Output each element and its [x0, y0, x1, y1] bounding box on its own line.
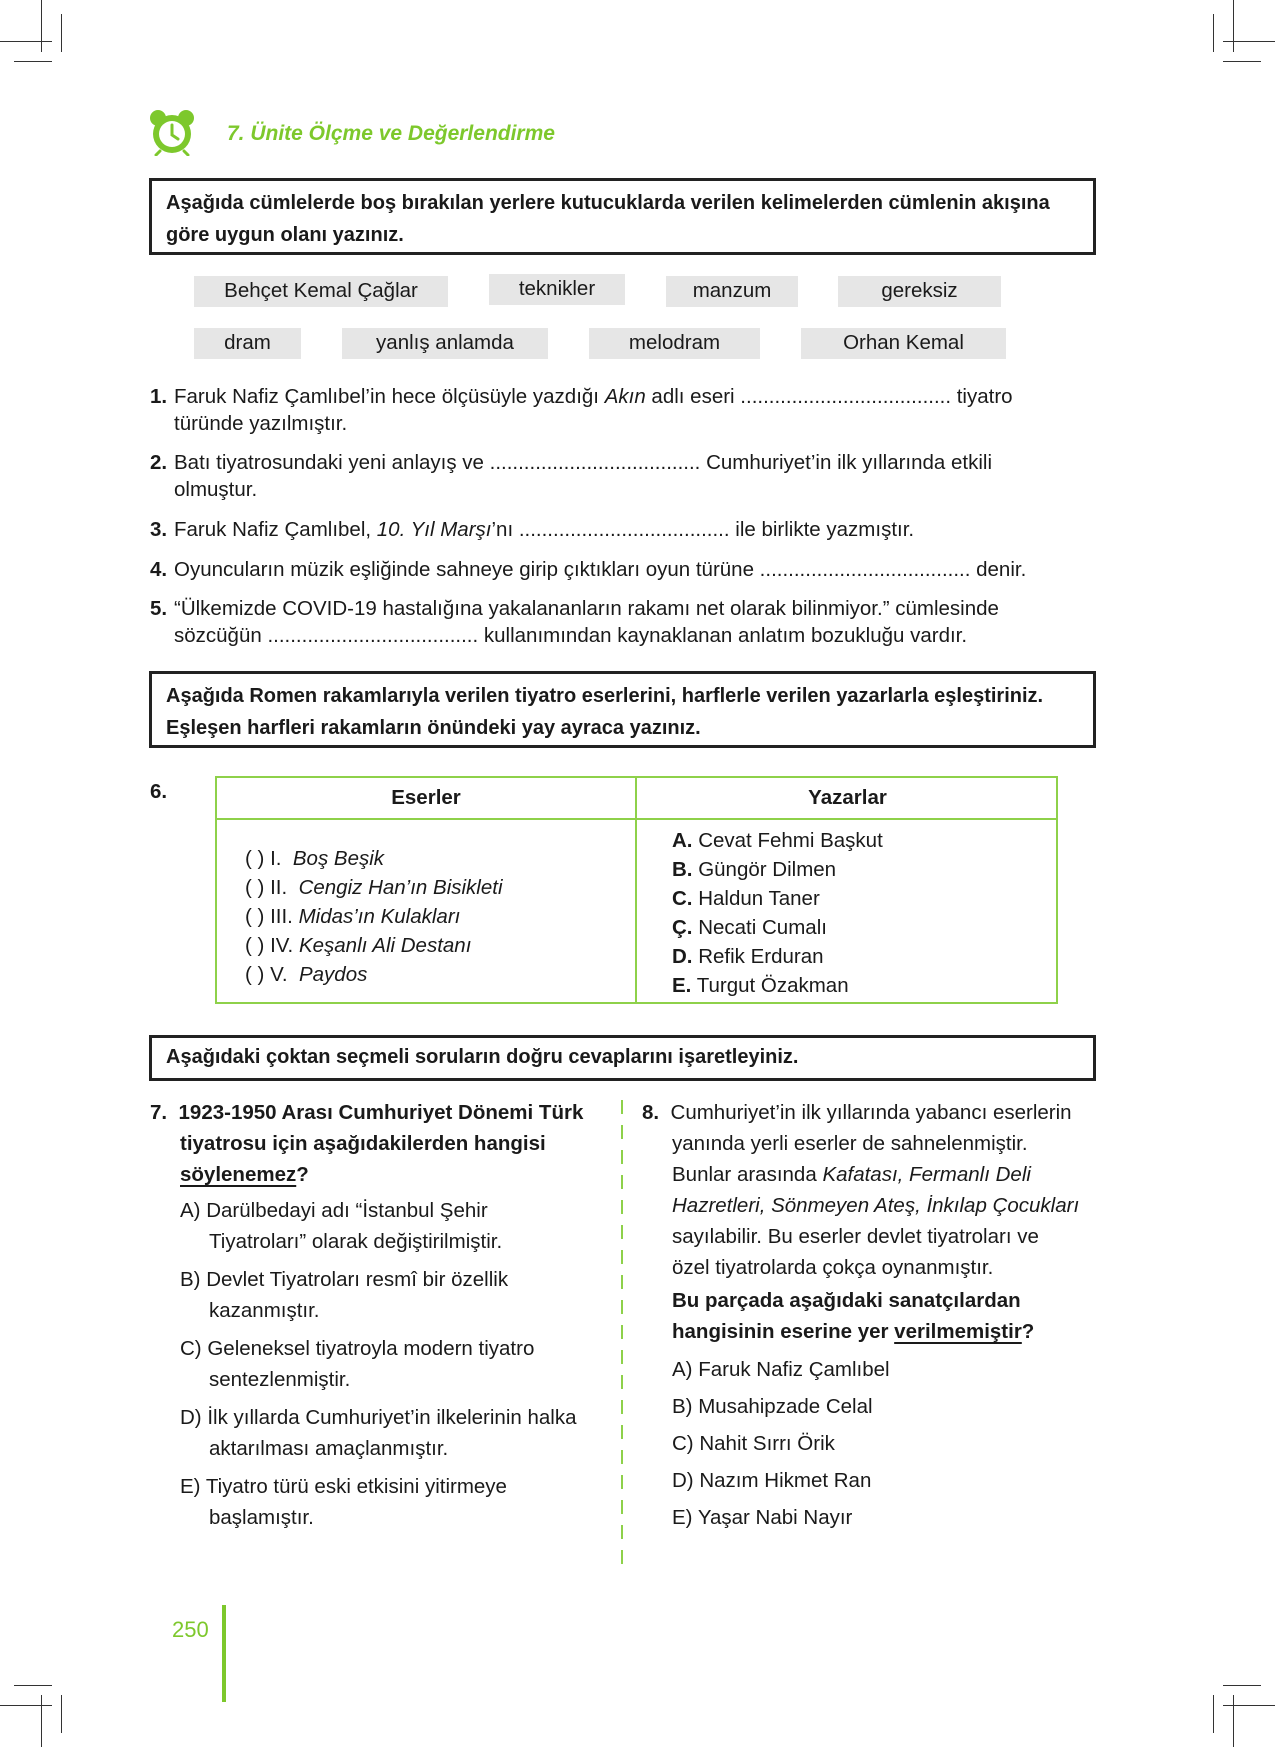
work-item: ( ) II. Cengiz Han’ın Bisikleti	[245, 876, 503, 899]
question-8: 8. Cumhuriyet’in ilk yıllarında yabancı eserlerin yanında yerli eserler de sahnelenmiştir. Bunlar arasında Kafatası, Fermanlı Deli Hazretleri, Sönmeyen Ateş, İnkılap Çocukları sayılabilir. Bu eserler devlet tiyatroları ve özel tiyatrolarda çokça oynanmıştır. Bu parçada aşağıdaki sanatçılardan hangisinin eserine yer verilmemiştir? A) Faruk Nafiz Çamlıbel B) Musahipzade Celal C) Nahit Sırrı Örik D) Nazım Hikmet Ran E) Yaşar Nabi Nayır	[642, 1097, 1102, 1533]
instruction-box-fill-blanks: Aşağıda cümlelerde boş bırakılan yerlere kutucuklarda verilen kelimelerden cümlenin akışına göre uygun olanı yazınız.	[149, 178, 1096, 255]
crop-mark	[1233, 0, 1234, 52]
separator-dash	[621, 1375, 623, 1389]
crop-mark	[1233, 1695, 1234, 1747]
alarm-clock-icon	[148, 108, 196, 156]
passage-text: özel tiyatrolarda çokça oynanmıştır.	[672, 1256, 994, 1279]
crop-mark	[1223, 41, 1275, 42]
separator-dash	[621, 1525, 623, 1539]
answer-paren[interactable]: ( )	[245, 847, 265, 870]
question-text: Faruk Nafiz Çamlıbel’in hece ölçüsüyle yazdığı	[174, 385, 605, 408]
answer-paren[interactable]: ( )	[245, 876, 265, 899]
page-number: 250	[172, 1617, 209, 1642]
separator-dash	[621, 1325, 623, 1339]
answer-paren[interactable]: ( )	[245, 963, 265, 986]
question-stem: hangisinin eserine yer	[672, 1320, 895, 1343]
work-title: Akın	[604, 385, 646, 408]
option-a[interactable]: A) Darülbedayi adı “İstanbul Şehir Tiyatroları” olarak değiştirilmiştir.	[180, 1199, 503, 1253]
authors-list	[672, 826, 883, 1000]
work-titles: Hazretleri, Sönmeyen Ateş, İnkılap Çocukları	[672, 1194, 1080, 1217]
passage-text: Bunlar arasında	[672, 1163, 823, 1186]
crop-mark	[1213, 14, 1214, 52]
question-text: ’nı ..................................... ile birlikte yazmıştır.	[491, 518, 915, 541]
crop-mark	[1223, 1705, 1275, 1706]
option-e[interactable]: E) Yaşar Nabi Nayır	[672, 1506, 853, 1529]
word-chip: yanlış anlamda	[342, 328, 548, 359]
separator-dash	[621, 1450, 623, 1464]
crop-mark	[41, 0, 42, 52]
works-list	[245, 844, 503, 989]
question-text: “Ülkemizde COVID-19 hastalığına yakalananların rakamı net olarak bilinmiyor.” cümlesinde	[174, 597, 999, 620]
crop-mark	[41, 1695, 42, 1747]
word-chip: dram	[194, 328, 301, 359]
unit-title: 7. Ünite Ölçme ve Değerlendirme	[227, 122, 555, 145]
separator-dash	[621, 1550, 623, 1564]
page-number-bar	[222, 1605, 226, 1702]
word-chip: teknikler	[489, 274, 625, 305]
word-chip: melodram	[589, 328, 760, 359]
author-item: Ç. Necati Cumalı	[672, 916, 827, 939]
author-item: D. Refik Erduran	[672, 945, 824, 968]
question-stem-emphasis: söylenemez	[180, 1163, 297, 1186]
question-text: türünde yazılmıştır.	[174, 412, 348, 435]
option-a[interactable]: A) Faruk Nafiz Çamlıbel	[672, 1358, 890, 1381]
option-c[interactable]: C) Geleneksel tiyatroyla modern tiyatro sentezlenmiştir.	[180, 1337, 535, 1391]
question-stem: 1923-1950 Arası Cumhuriyet Dönemi Türk	[178, 1101, 584, 1124]
separator-dash	[621, 1100, 623, 1114]
question-text: adlı eseri ..................................... tiyatro	[645, 385, 1013, 408]
instruction-box-multiple-choice: Aşağıdaki çoktan seçmeli soruların doğru cevaplarını işaretleyiniz.	[149, 1035, 1096, 1081]
author-item: C. Haldun Taner	[672, 887, 820, 910]
word-chip: Behçet Kemal Çağlar	[194, 276, 448, 307]
separator-dash	[621, 1350, 623, 1364]
question-text: Faruk Nafiz Çamlıbel,	[174, 518, 377, 541]
answer-paren[interactable]: ( )	[245, 905, 265, 928]
author-item: E. Turgut Özakman	[672, 974, 849, 997]
separator-dash	[621, 1500, 623, 1514]
question-text: Oyuncuların müzik eşliğinde sahneye girip çıktıkları oyun türüne ..................................... denir.	[174, 558, 1027, 581]
question-text: sözcüğün ..................................... kullanımından kaynaklanan anlatım bozukluğu vardır.	[174, 624, 968, 647]
instruction-box-matching: Aşağıda Romen rakamlarıyla verilen tiyatro eserlerini, harflerle verilen yazarlarla eşleştiriniz. Eşleşen harfleri rakamların önündeki yay ayraca yazınız.	[149, 671, 1096, 748]
option-b[interactable]: B) Devlet Tiyatroları resmî bir özellik kazanmıştır.	[180, 1268, 509, 1322]
work-item: ( ) IV. Keşanlı Ali Destanı	[245, 934, 472, 957]
separator-dash	[621, 1475, 623, 1489]
crop-mark	[0, 41, 52, 42]
author-item: B. Güngör Dilmen	[672, 858, 837, 881]
option-e[interactable]: E) Tiyatro türü eski etkisini yitirmeye başlamıştır.	[180, 1475, 507, 1529]
separator-dash	[621, 1250, 623, 1264]
word-chip: manzum	[666, 276, 798, 307]
separator-dash	[621, 1425, 623, 1439]
crop-mark	[14, 1685, 52, 1686]
answer-paren[interactable]: ( )	[245, 934, 265, 957]
question-7: 7. 1923-1950 Arası Cumhuriyet Dönemi Türk tiyatrosu için aşağıdakilerden hangisi söylenemez? A) Darülbedayi adı “İstanbul Şehir Tiyatroları” olarak değiştirilmiştir. B) Devlet Tiyatroları resmî bir özellik kazanmıştır. C) Geleneksel tiyatroyla modern tiyatro sentezlenmiştir. D) İlk yıllarda Cumhuriyet’in ilkelerinin halka aktarılması amaçlanmıştır. E) Tiyatro türü eski etkisini yitirmeye başlamıştır.	[150, 1097, 610, 1533]
separator-dash	[621, 1150, 623, 1164]
separator-dash	[621, 1125, 623, 1139]
separator-dash	[621, 1275, 623, 1289]
crop-mark	[1223, 1685, 1261, 1686]
word-chip: Orhan Kemal	[801, 328, 1006, 359]
question-stem-emphasis: verilmemiştir	[894, 1320, 1022, 1343]
question-stem: tiyatrosu için aşağıdakilerden hangisi	[180, 1132, 546, 1155]
crop-mark	[0, 1705, 52, 1706]
author-item: A. Cevat Fehmi Başkut	[672, 829, 883, 852]
passage-text: yanında yerli eserler de sahnelenmiştir.	[672, 1132, 1028, 1155]
passage-text: Cumhuriyet’in ilk yıllarında yabancı eserlerin	[670, 1101, 1072, 1124]
option-c[interactable]: C) Nahit Sırrı Örik	[672, 1432, 835, 1455]
matching-table	[215, 776, 1058, 1004]
question-stem: Bu parçada aşağıdaki sanatçılardan	[672, 1289, 1021, 1312]
separator-dash	[621, 1400, 623, 1414]
crop-mark	[61, 1695, 62, 1733]
table-divider	[635, 778, 637, 1002]
question-text: olmuştur.	[174, 478, 258, 501]
work-titles: Kafatası, Fermanlı Deli	[822, 1163, 1031, 1186]
crop-mark	[61, 14, 62, 52]
question-6-number: 6.	[150, 780, 168, 803]
option-d[interactable]: D) İlk yıllarda Cumhuriyet’in ilkelerinin halka aktarılması amaçlanmıştır.	[180, 1406, 577, 1460]
work-item: ( ) I. Boş Beşik	[245, 847, 385, 870]
work-title: 10. Yıl Marşı	[376, 518, 492, 541]
crop-mark	[1213, 1695, 1214, 1733]
crop-mark	[14, 61, 52, 62]
work-item: ( ) V. Paydos	[245, 963, 368, 986]
crop-mark	[1223, 61, 1261, 62]
table-divider	[217, 818, 1056, 820]
word-chip: gereksiz	[838, 276, 1001, 307]
option-b[interactable]: B) Musahipzade Celal	[672, 1395, 873, 1418]
passage-text: sayılabilir. Bu eserler devlet tiyatroları ve	[672, 1225, 1039, 1248]
question-text: Batı tiyatrosundaki yeni anlayış ve ..................................... Cumhuriyet’in ilk yıllarında etkili	[174, 451, 993, 474]
column-header-works: Eserler	[391, 786, 461, 809]
separator-dash	[621, 1300, 623, 1314]
work-item: ( ) III. Midas’ın Kulakları	[245, 905, 461, 928]
separator-dash	[621, 1225, 623, 1239]
separator-dash	[621, 1175, 623, 1189]
option-d[interactable]: D) Nazım Hikmet Ran	[672, 1469, 872, 1492]
column-header-authors: Yazarlar	[808, 786, 887, 809]
separator-dash	[621, 1200, 623, 1214]
